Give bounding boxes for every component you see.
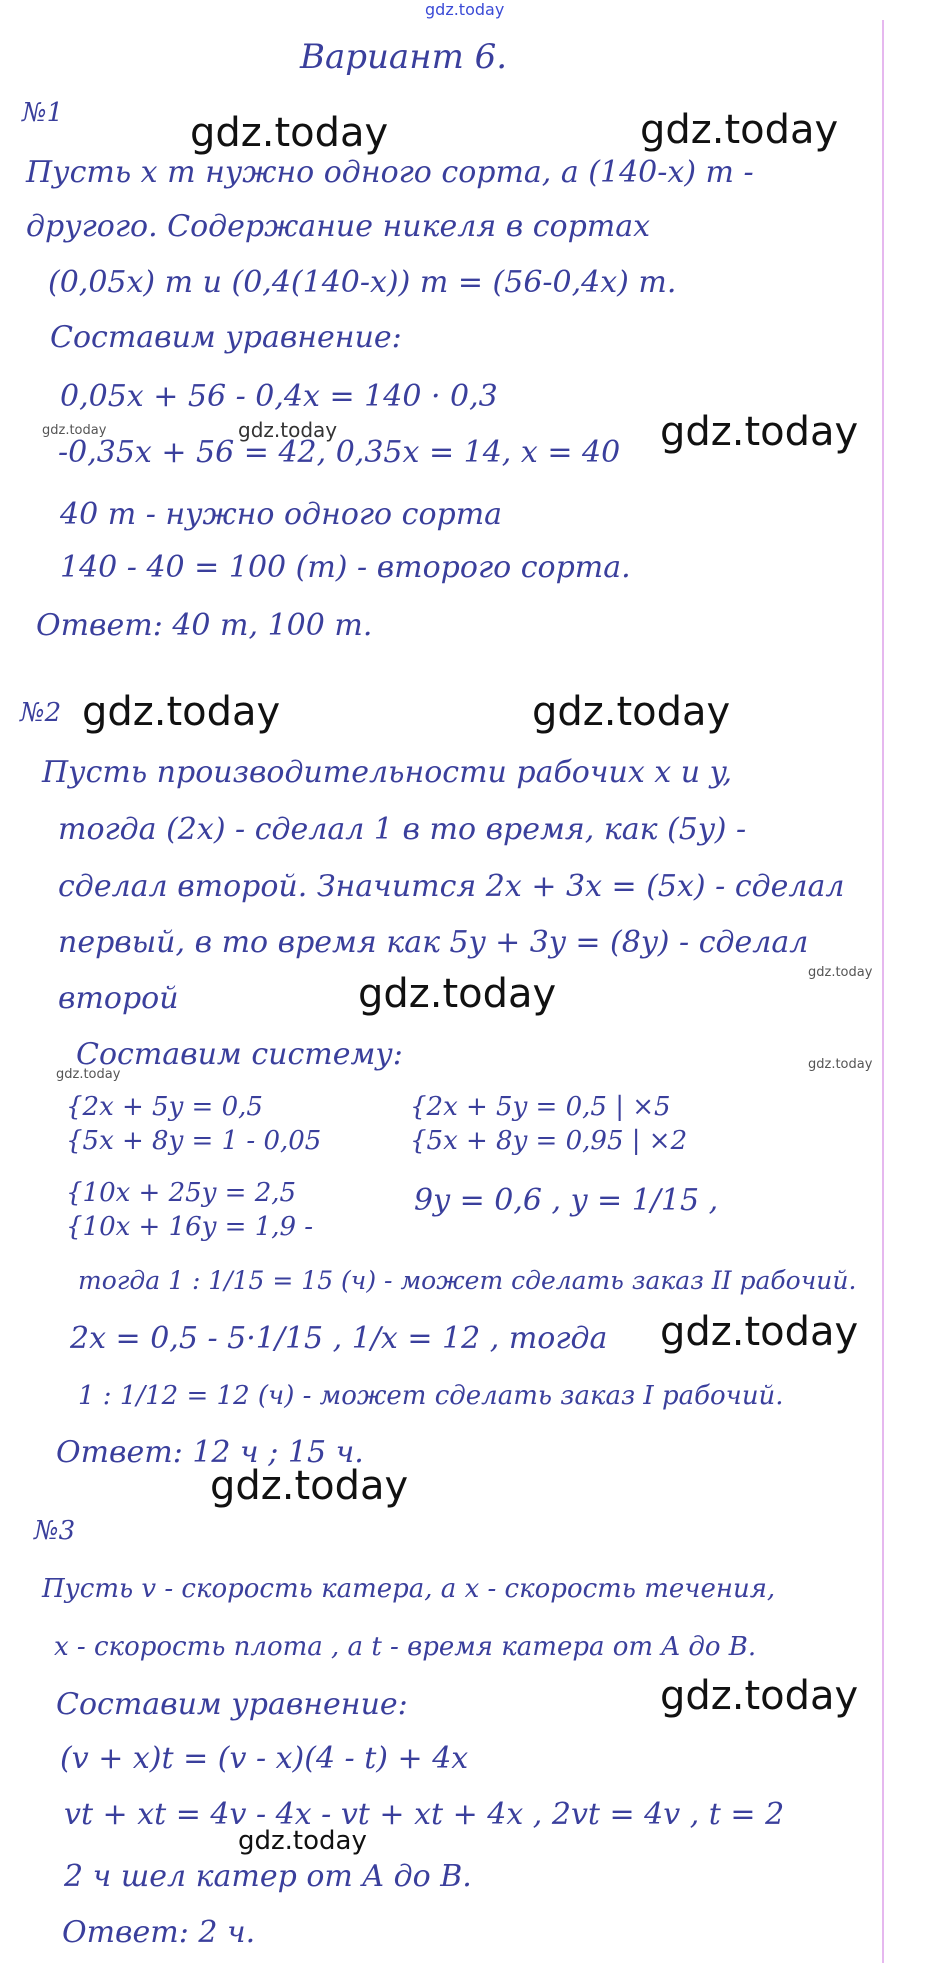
problem-3-line: Пусть v - скорость катера, а x - скорость течения, [42, 1574, 776, 1604]
system-2-eq1: {2x + 5y = 0,5 | ×5 [410, 1092, 671, 1122]
problem-2-line: 9y = 0,6 , y = 1/15 , [414, 1183, 719, 1218]
problem-3-line: x - скорость плота , а t - время катера от A до B. [54, 1632, 757, 1662]
problem-2-line: тогда 1 : 1/15 = 15 (ч) - может сделать заказ II рабочий. [78, 1266, 857, 1295]
problem-2-line: Составим систему: [76, 1037, 403, 1072]
problem-3-line: 2 ч шел катер от A до B. [64, 1859, 472, 1894]
problem-1-line: 40 т - нужно одного сорта [60, 497, 503, 532]
system-1-eq1: {2x + 5y = 0,5 [66, 1092, 263, 1122]
problem-1-line: другого. Содержание никеля в сортах [26, 209, 651, 244]
problem-3-answer: Ответ: 2 ч. [62, 1915, 256, 1950]
system-1-eq2: {5x + 8y = 1 - 0,05 [66, 1126, 322, 1156]
problem-2-line: первый, в то время как 5y + 3y = (8y) - сделал [58, 925, 809, 960]
margin-line [882, 20, 884, 1963]
problem-2-line: 2x = 0,5 - 5·1/15 , 1/x = 12 , тогда [70, 1321, 608, 1356]
system-3-eq1: {10x + 25y = 2,5 [66, 1178, 297, 1208]
problem-1-line: (0,05x) т и (0,4(140-x)) т = (56-0,4x) т. [48, 265, 677, 300]
watermark-top: gdz.today [425, 0, 505, 19]
problem-1-line: 0,05x + 56 - 0,4x = 140 · 0,3 [60, 379, 498, 414]
problem-1-line: Пусть x т нужно одного сорта, а (140-x) т - [26, 155, 754, 190]
watermark: gdz.today [210, 1463, 409, 1509]
problem-2-line: 1 : 1/12 = 12 (ч) - может сделать заказ I рабочий. [78, 1381, 784, 1411]
problem-3-line: Составим уравнение: [56, 1687, 408, 1722]
watermark: gdz.today [82, 689, 281, 735]
problem-2-answer: Ответ: 12 ч ; 15 ч. [56, 1435, 364, 1470]
watermark: gdz.today [660, 1673, 859, 1719]
system-2-eq2: {5x + 8y = 0,95 | ×2 [410, 1126, 688, 1156]
problem-2-line: сделал второй. Значится 2x + 3x = (5x) - сделал [58, 869, 845, 904]
problem-1-line: 140 - 40 = 100 (т) - второго сорта. [60, 550, 631, 585]
watermark-small: gdz.today [56, 1067, 121, 1082]
watermark: gdz.today [358, 971, 557, 1017]
watermark-small: gdz.today [42, 423, 107, 438]
problem-2-line: Пусть производительности рабочих x и y, [42, 755, 733, 790]
problem-2-line: тогда (2x) - сделал 1 в то время, как (5y) - [58, 812, 747, 847]
watermark-small: gdz.today [238, 418, 338, 442]
watermark: gdz.today [190, 110, 389, 156]
watermark-small: gdz.today [808, 965, 873, 980]
watermark: gdz.today [238, 1826, 367, 1856]
problem-2-line: второй [58, 981, 179, 1016]
problem-3-line: vt + xt = 4v - 4x - vt + xt + 4x , 2vt = 4v , t = 2 [64, 1797, 785, 1832]
watermark-small: gdz.today [808, 1057, 873, 1072]
problem-3-line: (v + x)t = (v - x)(4 - t) + 4x [60, 1741, 469, 1776]
watermark: gdz.today [532, 689, 731, 735]
watermark: gdz.today [640, 107, 839, 153]
problem-3-number: №3 [34, 1516, 76, 1546]
system-3-eq2: {10x + 16y = 1,9 - [66, 1212, 314, 1242]
problem-1-answer: Ответ: 40 т, 100 т. [36, 608, 373, 643]
watermark: gdz.today [660, 1309, 859, 1355]
watermark: gdz.today [660, 409, 859, 455]
page-title: Вариант 6. [300, 37, 508, 77]
problem-2-number: №2 [20, 698, 62, 728]
problem-1-number: №1 [22, 98, 64, 128]
problem-1-line: Составим уравнение: [50, 320, 402, 355]
problem-1-line: -0,35x + 56 = 42, 0,35x = 14, x = 40 [58, 435, 621, 470]
